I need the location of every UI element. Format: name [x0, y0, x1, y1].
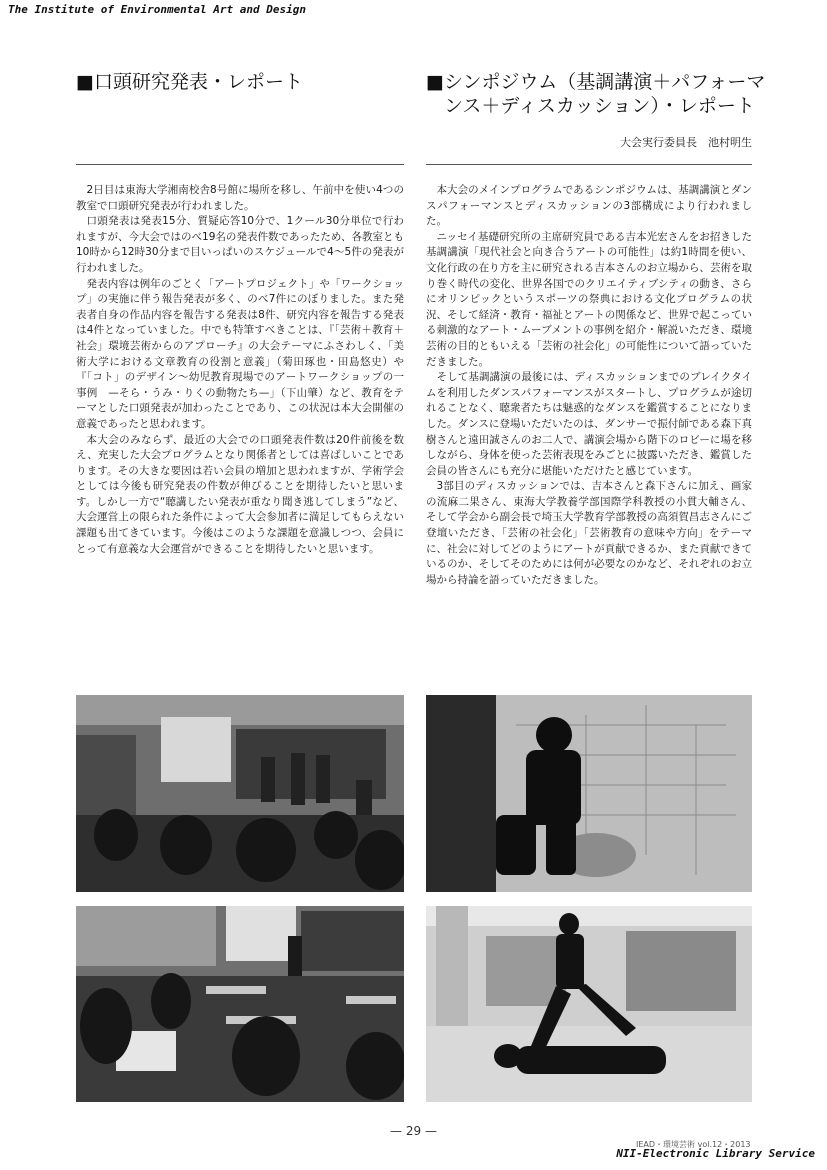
classroom-audience-photo — [76, 906, 404, 1102]
left-title-rule — [76, 164, 404, 165]
classroom-presentation-photo — [76, 695, 404, 892]
right-column-body — [426, 183, 752, 588]
institute-header: The Institute of Environmental Art and Design — [8, 3, 307, 16]
left-paragraph-1: 2日目は東海大学湘南校舎8号館に場所を移し、午前中を使い4つの教室で口頭研究発表が行われました。 — [76, 184, 404, 212]
page-number: — 29 — — [390, 1124, 437, 1138]
right-paragraph-2: ニッセイ基礎研究所の主席研究員である吉本光宏さんをお招きした基調講演「現代社会と向き合うアートの可能性」は約1時間を使い、文化行政の在り方を主に研究される吉本さんのお立場から、芸術を取り巻く時代の変化、世界各国でのクリエイティブシティの動き、さらにオリンピックというスポーツの祭典における文化プログラムの状況、そして経済・教育・福祉とアートの関係など、世界で起こっている刺激的なアート・ムーブメントの事例を紹介・解説いただき、環境芸術の目的ともいえる「芸術の社会化」の可能性について語っていただきました。 — [426, 230, 752, 368]
library-credit: NII-Electronic Library Service — [616, 1147, 815, 1160]
dance-performance-stage-photo — [426, 695, 752, 892]
dance-performance-lobby-photo — [426, 906, 752, 1102]
right-paragraph-1: 本大会のメインプログラムであるシンポジウムは、基調講演とダンスパフォーマンスとディスカッションの3部構成により行われました。 — [426, 184, 752, 228]
left-column-title: ■口頭研究発表・レポート — [76, 71, 303, 93]
right-title-line-1: ■シンポジウム（基調講演＋パフォーマ — [426, 71, 766, 93]
right-column-title — [426, 70, 765, 118]
right-title-rule — [426, 164, 752, 165]
left-paragraph-3: 発表内容は例年のごとく「アートプロジェクト」や「ワークショップ」の実施に伴う報告発表が多く、のべ7件にのぼりました。また発表者自身の作品内容を報告する発表は8件、研究内容を報告する発表は4件となっていました。中でも特筆すべきことは、『「芸術＋教育＋社会」環境芸術からのアプローチ』の大会テーマにふさわしく、「美術大学における文章教育の役割と意義」（菊田琢也・田島悠史）や『「コト」のデザイン〜幼児教育現場でのアートワークショップの一事例 —そら・うみ・りくの動物たち—」（下山肇）など、教育をテーマとした口頭発表が加わったことであり、この状況は本大会開催の意義であったと思われます。 — [76, 277, 404, 430]
right-paragraph-4: 3部目のディスカッションでは、吉本さんと森下さんに加え、画家の流麻二果さん、東海大学教養学部国際学科教授の小貫大輔さん、そして学会から副会長で埼玉大学教育学部教授の高須賀昌志さんにご登壇いただき、「芸術の社会化」「芸術教育の意味や方向」をテーマに、社会に対してどのようにアートが貢献できるか、また貢献できているのか、そしてそのためには何が必要なのかなど、それぞれのお立場から持論を語っていただきました。 — [426, 480, 752, 586]
right-paragraph-3: そして基調講演の最後には、ディスカッションまでのブレイクタイムを利用したダンスパフォーマンスがスタートし、プログラムが途切れることなく、聴衆者たちは魅惑的なダンスを鑑賞することになりました。ダンスに登場いただいたのは、ダンサーで振付師である森下真樹さんと遠田誠さんのお二人で、講演会場から階下のロビーに場を移しながら、身体を使った芸術表現をみごとに披露いただき、鑑賞した会員の皆さんにも充分に堪能いただけたと感じています。 — [426, 371, 752, 477]
left-column-body — [76, 183, 404, 557]
right-title-line-2: ンス＋ディスカッション）・レポート — [444, 95, 755, 117]
byline: 大会実行委員長 池村明生 — [620, 136, 752, 149]
journal-footer: IEAD・環境芸術 vol.12・2013 — [636, 1140, 751, 1149]
left-paragraph-2: 口頭発表は発表15分、質疑応答10分で、1クール30分単位で行われますが、今大会ではのべ19名の発表件数であったため、各教室とも10時から12時30分まで目いっぱいのスケジュールで4〜5件の発表が行われました。 — [76, 215, 404, 274]
left-paragraph-4: 本大会のみならず、最近の大会での口頭発表件数は20件前後を数え、充実した大会プログラムとなり関係者としては喜ばしいことであります。その大きな要因は若い会員の増加と思われますが、学術学会としては今後も研究発表の件数が伸びることを期待したいと思います。しかし一方で“聴講したい発表が重なり聞き逃してしまう”など、大会運営上の限られた条件によって大会参加者に満足してもらえない課題も出てきています。今後はこのような課題を意識しつつ、会員にとって有意義な大会運営ができることを期待したいと思います。 — [76, 433, 404, 555]
